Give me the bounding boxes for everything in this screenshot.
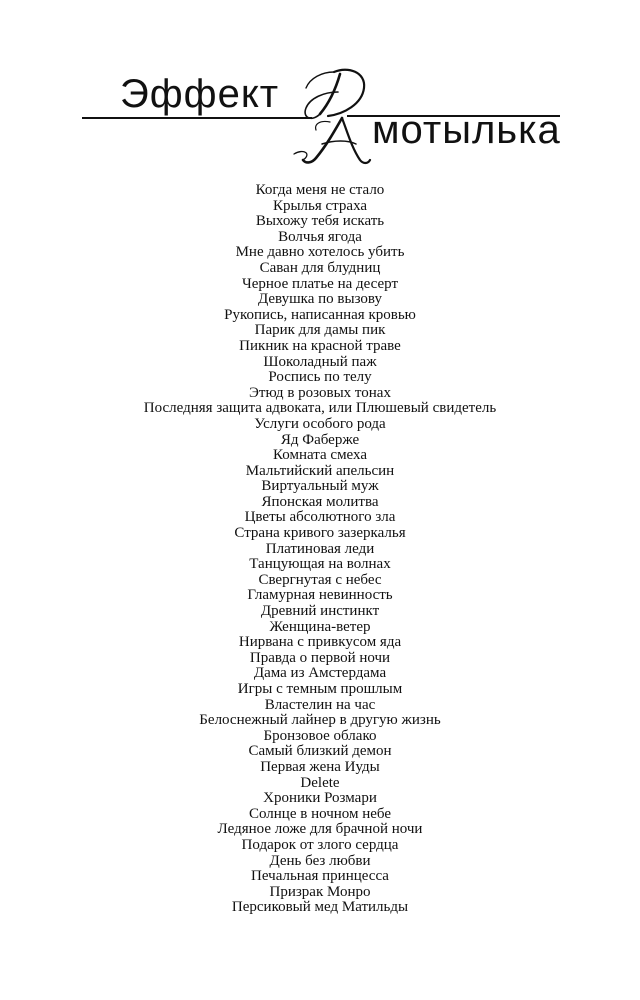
book-title: Свергнутая с небес xyxy=(258,571,382,588)
book-title: Бронзовое облако xyxy=(263,727,377,744)
book-title: Роспись по телу xyxy=(268,369,372,386)
book-title: Когда меня не стало xyxy=(255,182,385,198)
book-title: Мне давно хотелось убить xyxy=(235,244,405,261)
book-title: Рукопись, написанная кровью xyxy=(224,306,416,323)
book-title: Черное платье на десерт xyxy=(241,275,399,292)
book-title: День без любви xyxy=(269,852,371,869)
book-title: Последняя защита адвоката, или Плюшевый свидетель xyxy=(143,400,497,417)
book-title: Призрак Монро xyxy=(269,883,371,900)
book-title: Страна кривого зазеркалья xyxy=(234,525,406,542)
book-title: Японская молитва xyxy=(261,493,379,510)
book-title: Властелин на час xyxy=(264,696,376,713)
book-title: Комната смеха xyxy=(273,447,367,464)
book-title: Яд Фаберже xyxy=(280,431,360,448)
book-title: Пикник на красной траве xyxy=(239,337,401,354)
book-title: Шоколадный паж xyxy=(263,353,377,370)
book-title: Игры с темным прошлым xyxy=(237,681,403,697)
script-monogram-icon xyxy=(290,62,376,174)
book-title: Мальтийский апельсин xyxy=(245,462,395,479)
book-titles-list xyxy=(0,183,640,916)
book-title: Цветы абсолютного зла xyxy=(244,509,396,526)
book-title: Персиковый мед Матильды xyxy=(231,899,409,916)
book-title: Первая жена Иуды xyxy=(260,758,380,775)
book-title: Печальная принцесса xyxy=(251,868,389,885)
book-title: Ледяное ложе для брачной ночи xyxy=(217,821,423,838)
book-title: Самый близкий демон xyxy=(248,743,392,760)
book-title: Выхожу тебя искать xyxy=(255,213,385,230)
series-header xyxy=(0,0,640,180)
header-rule-left xyxy=(82,117,312,119)
book-title: Гламурная невинность xyxy=(247,587,393,604)
book-title: Нирвана с привкусом яда xyxy=(238,634,402,651)
series-title-word-2: мотылька xyxy=(372,108,561,152)
book-title: Виртуальный муж xyxy=(261,478,379,495)
book-title: Подарок от злого сердца xyxy=(241,836,399,853)
book-title: Солнце в ночном небе xyxy=(248,805,392,822)
book-title: Волчья ягода xyxy=(278,228,362,245)
book-title: Девушка по вызову xyxy=(257,291,382,308)
series-title-word-1: Эффект xyxy=(120,72,280,116)
book-title: Delete xyxy=(300,774,340,791)
book-title: Танцующая на волнах xyxy=(249,556,391,573)
book-title: Саван для блудниц xyxy=(259,259,381,276)
book-title: Дама из Амстердама xyxy=(253,665,387,682)
book-title: Белоснежный лайнер в другую жизнь xyxy=(199,712,441,729)
book-title: Правда о первой ночи xyxy=(249,649,391,666)
book-title: Хроники Розмари xyxy=(263,790,377,807)
book-title: Парик для дамы пик xyxy=(254,322,386,339)
book-title: Этюд в розовых тонах xyxy=(249,384,391,401)
book-title: Услуги особого рода xyxy=(254,415,386,432)
book-title: Женщина-ветер xyxy=(269,618,371,635)
book-title: Платиновая леди xyxy=(265,540,375,557)
book-title: Древний инстинкт xyxy=(260,603,380,620)
book-title: Крылья страха xyxy=(272,197,368,214)
